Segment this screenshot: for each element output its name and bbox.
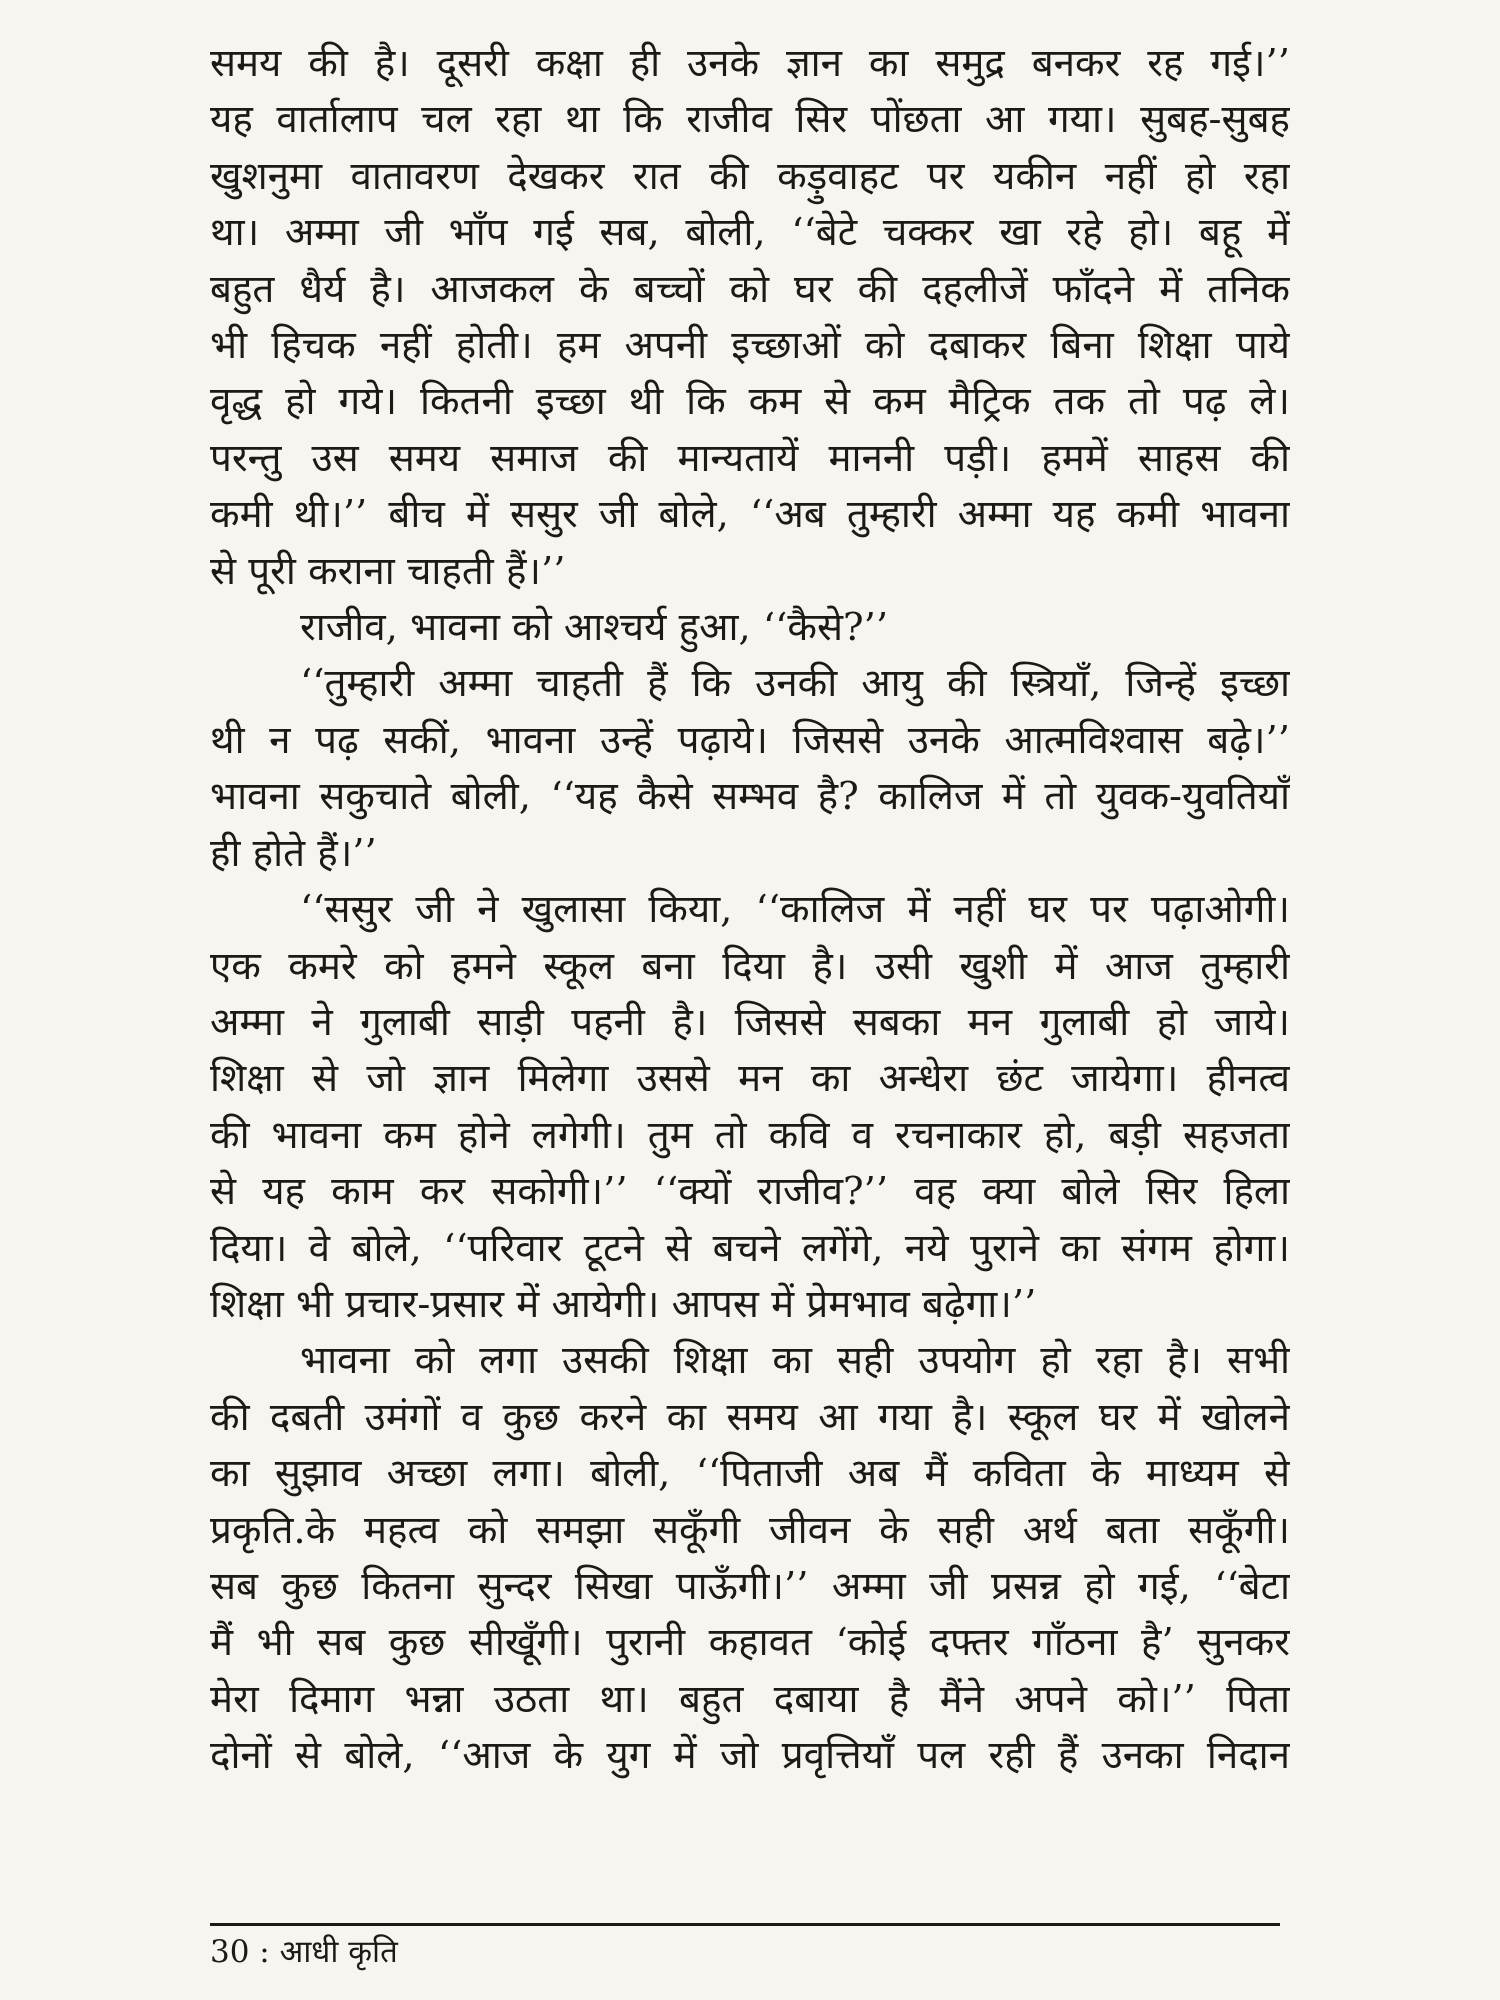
text-line: भी हिचक नहीं होती। हम अपनी इच्छाओं को दबाकर बिना शिक्षा पाये: [210, 323, 1290, 369]
text-line: खुशनुमा वातावरण देखकर रात की कड़ुवाहट पर यकीन नहीं हो रहा: [210, 153, 1290, 199]
text-line: कमी थी।’’ बीच में ससुर जी बोले, ‘‘अब तुम्हारी अम्मा यह कमी भावना: [210, 492, 1290, 538]
text-line: समय की है। दूसरी कक्षा ही उनके ज्ञान का समुद्र बनकर रह गई।’’: [210, 41, 1290, 86]
text-line: की दबती उमंगों व कुछ करने का समय आ गया है। स्कूल घर में खोलने: [210, 1394, 1290, 1440]
text-line: ‘‘तुम्हारी अम्मा चाहती हैं कि उनकी आयु की स्त्रियाँ, जिन्हें इच्छा: [300, 661, 1290, 707]
text-line: थी न पढ़ सकीं, भावना उन्हें पढ़ाये। जिससे उनके आत्मविश्वास बढ़े।’’: [210, 717, 1290, 763]
text-line: से पूरी कराना चाहती हैं।’’: [210, 548, 566, 594]
text-line: भावना को लगा उसकी शिक्षा का सही उपयोग हो रहा है। सभी: [300, 1338, 1290, 1384]
text-line: दिया। वे बोले, ‘‘परिवार टूटने से बचने लगेंगे, नये पुराने का संगम होगा।: [210, 1225, 1290, 1271]
text-line: परन्तु उस समय समाज की मान्यतायें माननी पड़ी। हममें साहस की: [210, 435, 1290, 481]
text-line: दोनों से बोले, ‘‘आज के युग में जो प्रवृत्तियाँ पल रही हैं उनका निदान: [210, 1733, 1290, 1779]
text-line: प्रकृति.के महत्व को समझा सकूँगी जीवन के सही अर्थ बता सकूँगी।: [210, 1507, 1290, 1553]
text-line: सब कुछ कितना सुन्दर सिखा पाऊँगी।’’ अम्मा जी प्रसन्न हो गई, ‘‘बेटा: [210, 1563, 1290, 1609]
book-page: [210, 36, 1290, 1936]
text-line: बहुत धैर्य है। आजकल के बच्चों को घर की दहलीजें फाँदने में तनिक: [210, 266, 1290, 312]
text-line: शिक्षा से जो ज्ञान मिलेगा उससे मन का अन्धेरा छंट जायेगा। हीनत्व: [210, 1056, 1290, 1102]
text-line: यह वार्तालाप चल रहा था कि राजीव सिर पोंछता आ गया। सुबह-सुबह: [210, 97, 1290, 143]
text-line: वृद्ध हो गये। कितनी इच्छा थी कि कम से कम मैट्रिक तक तो पढ़ ले।: [210, 379, 1290, 425]
text-line: राजीव, भावना को आश्चर्य हुआ, ‘‘कैसे?’’: [300, 605, 889, 651]
text-line: था। अम्मा जी भाँप गई सब, बोली, ‘‘बेटे चक्कर खा रहे हो। बहू में: [210, 210, 1290, 256]
text-line: ही होते हैं।’’: [210, 830, 377, 876]
text-line: भावना सकुचाते बोली, ‘‘यह कैसे सम्भव है? कालिज में तो युवक-युवतियाँ: [210, 774, 1290, 820]
text-line: ‘‘ससुर जी ने खुलासा किया, ‘‘कालिज में नहीं घर पर पढ़ाओगी।: [300, 887, 1290, 933]
body-text: [210, 36, 1290, 1785]
text-line: मैं भी सब कुछ सीखूँगी। पुरानी कहावत ‘कोई दफ्तर गाँठना है’ सुनकर: [210, 1620, 1290, 1666]
text-line: एक कमरे को हमने स्कूल बना दिया है। उसी खुशी में आज तुम्हारी: [210, 943, 1290, 989]
text-line: से यह काम कर सकोगी।’’ ‘‘क्यों राजीव?’’ वह क्या बोले सिर हिला: [210, 1169, 1290, 1215]
text-line: का सुझाव अच्छा लगा। बोली, ‘‘पिताजी अब मैं कविता के माध्यम से: [210, 1451, 1290, 1497]
footer-rule: [210, 1923, 1280, 1926]
text-line: की भावना कम होने लगेगी। तुम तो कवि व रचनाकार हो, बड़ी सहजता: [210, 1112, 1290, 1158]
page-footer: 30 : आधी कृति: [210, 1934, 398, 1970]
text-line: शिक्षा भी प्रचार-प्रसार में आयेगी। आपस में प्रेमभाव बढ़ेगा।’’: [210, 1281, 1037, 1327]
text-line: मेरा दिमाग भन्ना उठता था। बहुत दबाया है मैंने अपने को।’’ पिता: [210, 1676, 1290, 1722]
text-line: अम्मा ने गुलाबी साड़ी पहनी है। जिससे सबका मन गुलाबी हो जाये।: [210, 999, 1290, 1045]
